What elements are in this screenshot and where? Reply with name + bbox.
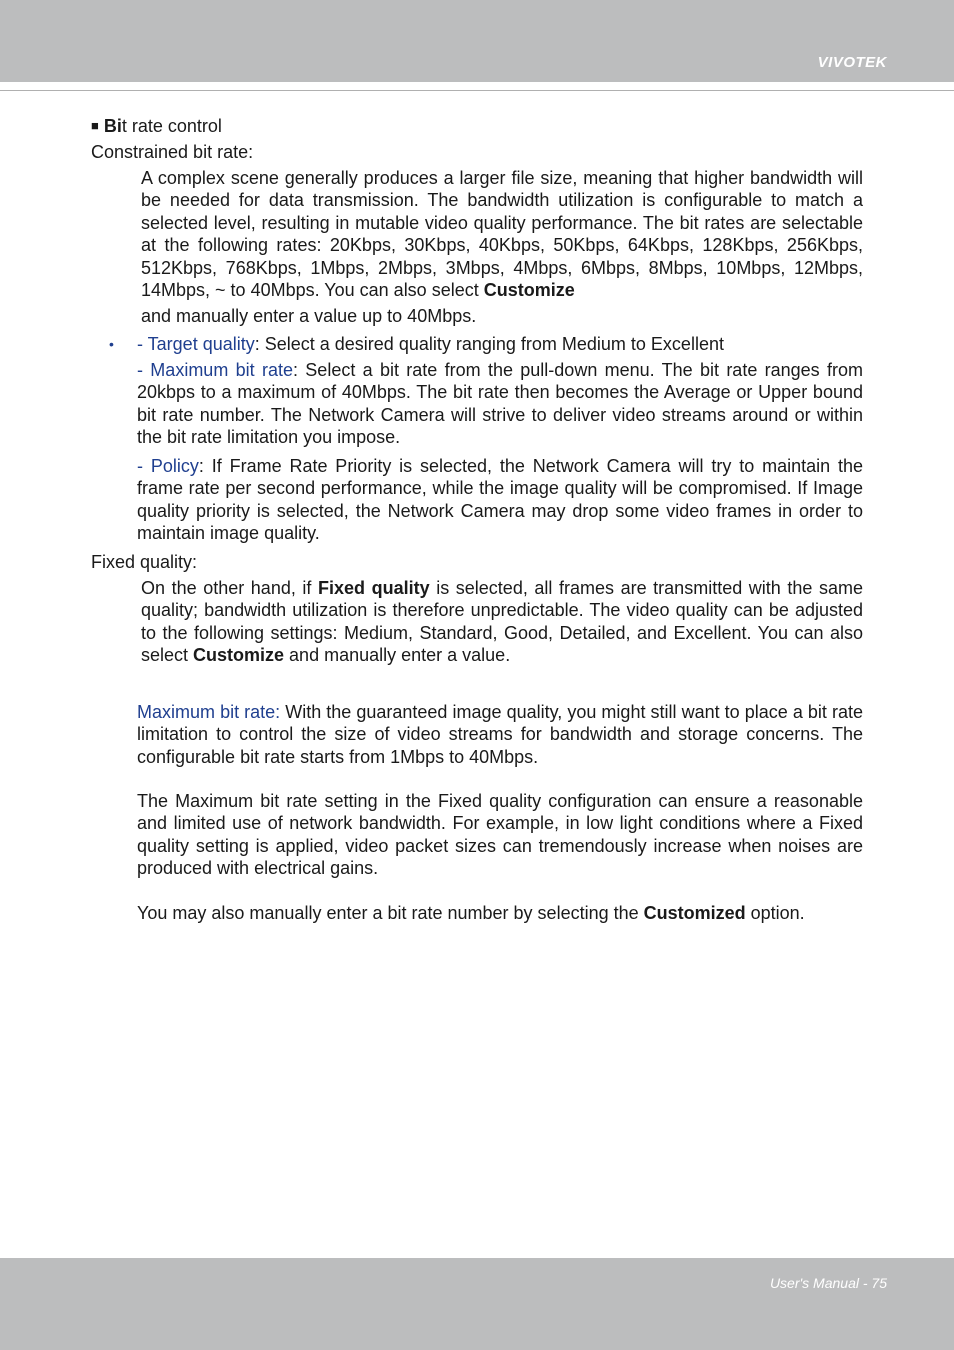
page-header [0,0,954,82]
brand-name: VIVOTEK [817,54,887,71]
max-bit-rate-setting-paragraph: The Maximum bit rate setting in the Fixed quality configuration can ensure a reasonable and limited use of network bandwidth. For example, in low light conditions where a Fixed quality setting is applied, video packet sizes can tremendously increase when noises are produced with electrical gains. [137,791,863,879]
fixed-max-bit-rate [137,701,863,768]
fixed-heading: Fixed quality: [91,552,198,572]
target-quality-item [137,333,724,355]
customized-term: Customized [643,903,746,923]
fixed-text-b: is selected, all frames are transmitted with the same quality; bandwidth utilization is therefore unpredictable. The video quality can be adjusted to the following settings: Medium, Standard, Good, Detailed, and Excellent. You can also select [141,578,863,666]
fixed-paragraph [141,577,863,667]
constrained-paragraph-end: and manually enter a value up to 40Mbps. [141,306,477,326]
policy-item [137,455,863,545]
max-bit-rate-item [137,359,863,449]
bullet-icon: • [109,336,114,352]
constrained-paragraph [141,167,863,301]
fixed-max-bit-rate-label: Maximum bit rate: [137,702,281,722]
constrained-text: A complex scene generally produces a larger file size, meaning that higher bandwidth will be needed for data transmission. The bandwidth utilization is configurable to match a selected level, resulting in mutable video quality performance. The bit rates are selectable at the following rates: 20Kbps, 30Kbps, 40Kbps, 50Kbps, 64Kbps, 128Kbps, 256Kbps, 512Kbps, 768Kbps, 1Mbps, 2Mbps, 3Mbps, 4Mbps, 6Mbps, 8Mbps, 10Mbps, 12Mbps, 14Mbps, ~ to 40Mbps. You can also select [141,168,863,301]
page-footer [0,1258,954,1350]
header-divider [0,90,954,91]
policy-label: - Policy [137,456,199,476]
customized-text-a: You may also manually enter a bit rate number by selecting the [137,903,644,923]
policy-text: : If Frame Rate Priority is selected, the Network Camera will try to maintain the frame rate per second performance, while the image quality will be compromised. If Image quality priority is selected, the Network Camera may drop some video frames in order to maintain image quality. [137,456,863,544]
fixed-text-a: On the other hand, if [141,578,319,598]
target-quality-label: - Target quality [137,334,255,354]
customize-term-2: Customize [193,645,285,666]
fixed-text-c: and manually enter a value. [284,645,511,666]
target-quality-text: : Select a desired quality ranging from Medium to Excellent [254,334,724,354]
customized-text-b: option. [745,903,805,923]
customize-term: Customize [483,280,575,301]
section-title-rest: t rate control [121,116,222,136]
max-bit-rate-text: : Select a bit rate from the pull-down menu. The bit rate ranges from 20kbps to a maximum of 40Mbps. The bit rate then becomes the Average or Upper bound bit rate number. The Network Camera will strive to deliver video streams around or within the bit rate limitation you impose. [137,360,864,448]
section-title-bold: Bi [103,116,122,136]
fixed-quality-term: Fixed quality [318,578,430,598]
fixed-max-bit-rate-text: With the guaranteed image quality, you might still want to place a bit rate limitation to control the size of video streams for bandwidth and storage concerns. The configurable bit rate starts from 1Mbps to 40Mbps. [137,702,863,767]
page-number: User's Manual - 75 [769,1275,887,1291]
square-bullet-icon: ■ [91,118,99,133]
max-bit-rate-label: - Maximum bit rate [137,360,293,380]
section-title [91,115,222,137]
constrained-heading: Constrained bit rate: [91,142,254,162]
customized-option-paragraph [137,902,805,924]
